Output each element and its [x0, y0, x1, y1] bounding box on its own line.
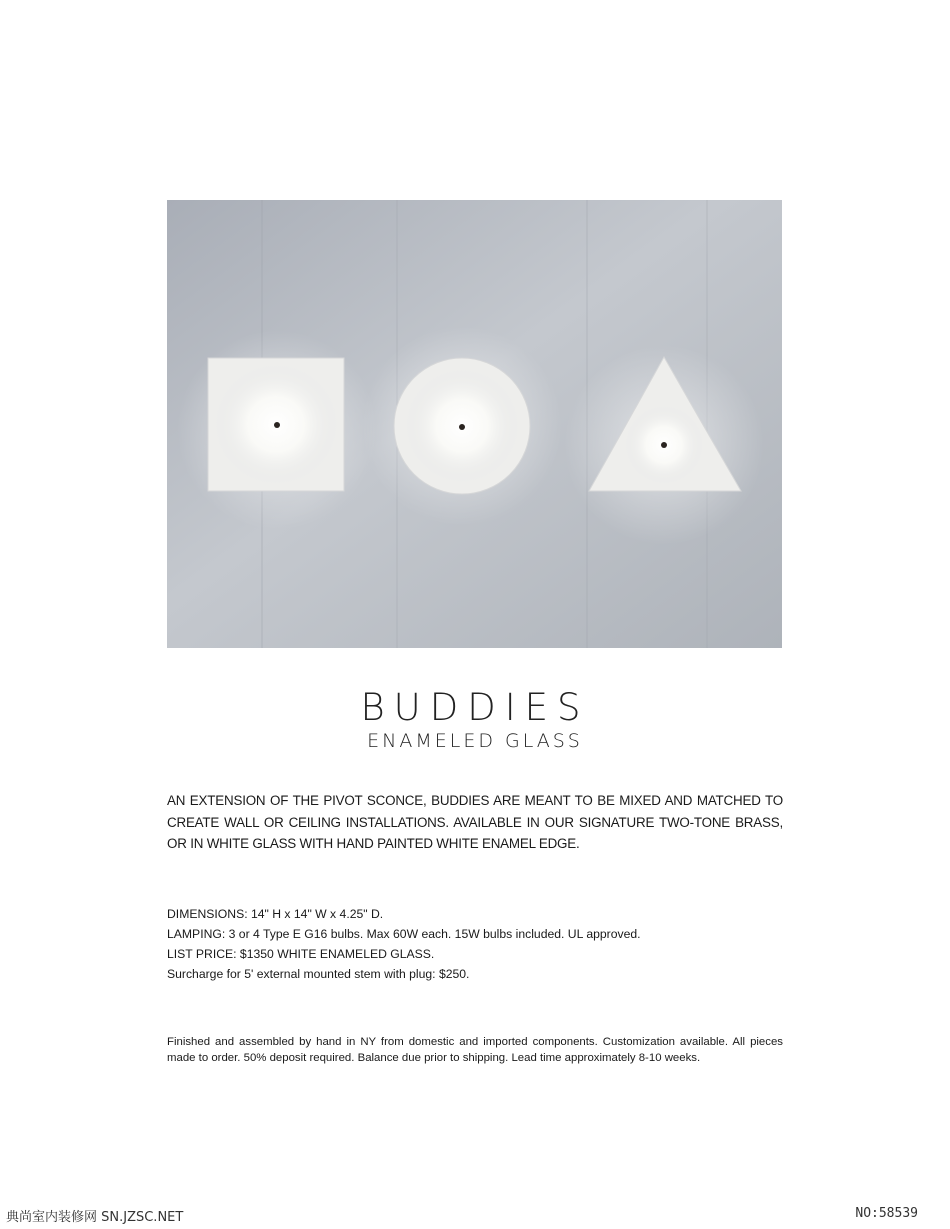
- round-sconce: [362, 326, 562, 526]
- spec-surcharge: Surcharge for 5' external mounted stem with plug: $250.: [167, 967, 470, 981]
- product-title: BUDDIES: [360, 686, 590, 729]
- square-sconce: [177, 330, 377, 530]
- spec-list: [167, 904, 783, 984]
- terms-fineprint: Finished and assembled by hand in NY from domestic and imported components. Customization available. All pieces made to order. 50% deposit required. Balance due prior to shipping. Lead time approximately 8-10 weeks.: [167, 1036, 783, 1064]
- product-description: AN EXTENSION OF THE PIVOT SCONCE, BUDDIES ARE MEANT TO BE MIXED AND MATCHED TO CREATE WALL OR CEILING INSTALLATIONS. AVAILABLE IN OUR SIGNATURE TWO-TONE BRASS, OR IN WHITE GLASS WITH HAND PAINTED WHITE ENAMEL EDGE.: [167, 793, 783, 851]
- triangle-sconce: [564, 345, 764, 545]
- watermark-number: NO:58539: [855, 1206, 918, 1221]
- spec-list-price: LIST PRICE: $1350 WHITE ENAMELED GLASS.: [167, 947, 435, 961]
- spec-lamping: LAMPING: 3 or 4 Type E G16 bulbs. Max 60W each. 15W bulbs included. UL approved.: [167, 927, 641, 941]
- watermark-site: 典尚室内装修网 SN.JZSC.NET: [6, 1210, 184, 1225]
- product-material: ENAMELED GLASS: [367, 730, 583, 752]
- product-photo: [167, 200, 782, 648]
- sconce-photo-illustration: [167, 200, 782, 648]
- spec-dimensions: DIMENSIONS: 14" H x 14" W x 4.25" D.: [167, 907, 384, 921]
